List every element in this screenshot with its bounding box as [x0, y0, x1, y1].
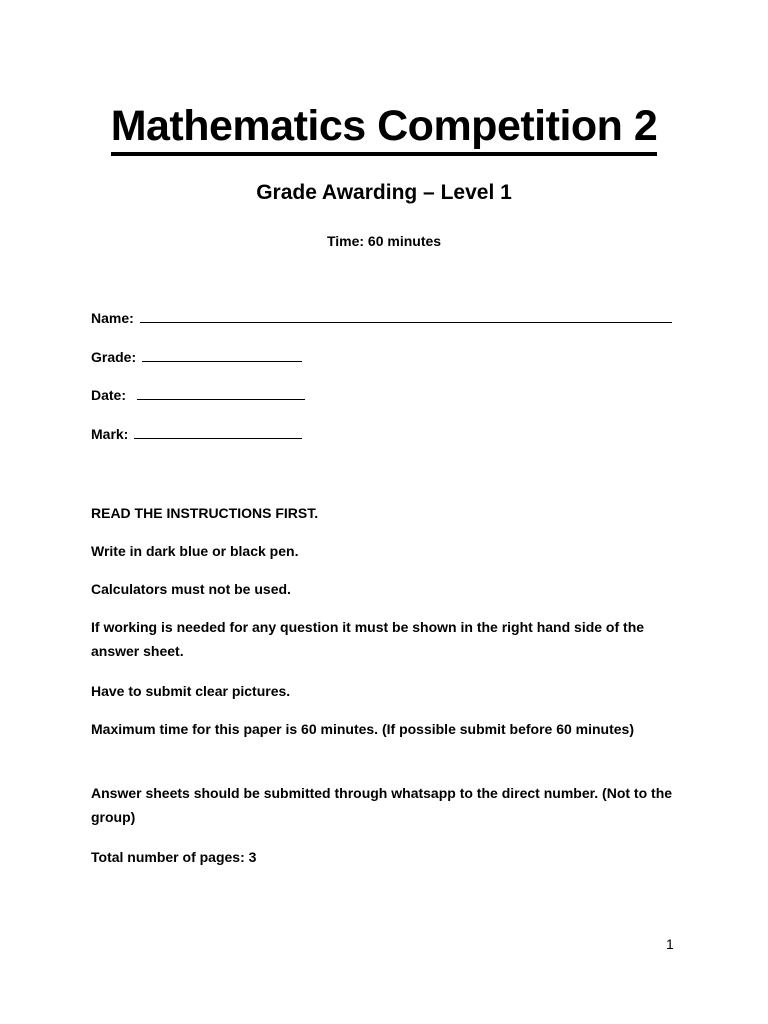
grade-label: Grade: — [91, 349, 137, 365]
date-blank-line — [137, 387, 305, 400]
instruction-item: Have to submit clear pictures. — [91, 683, 291, 699]
instruction-item: Calculators must not be used. — [91, 581, 291, 597]
page-number: 1 — [666, 936, 674, 952]
instruction-item: Total number of pages: 3 — [91, 849, 257, 865]
document-subtitle: Grade Awarding – Level 1 — [256, 181, 512, 204]
name-field — [91, 310, 672, 326]
instruction-item: Write in dark blue or black pen. — [91, 543, 299, 559]
name-blank-line — [140, 310, 672, 323]
title-text: Mathematics Competition 2 — [111, 100, 658, 156]
instruction-item: If working is needed for any question it must be shown in the right hand side of the answer sheet. — [91, 619, 645, 659]
grade-field — [91, 349, 302, 365]
mark-field — [91, 426, 302, 442]
date-field — [91, 387, 305, 403]
instruction-item: Maximum time for this paper is 60 minutes. (If possible submit before 60 minutes) — [91, 721, 635, 737]
time-limit: Time: 60 minutes — [326, 233, 442, 249]
instruction-item: Answer sheets should be submitted through whatsapp to the direct number. (Not to the group) — [91, 785, 673, 825]
document-title — [0, 98, 768, 156]
instructions-heading: READ THE INSTRUCTIONS FIRST. — [91, 505, 319, 521]
mark-blank-line — [134, 426, 302, 439]
mark-label: Mark: — [91, 426, 129, 442]
name-label: Name: — [91, 310, 134, 326]
date-label: Date: — [91, 387, 127, 403]
grade-blank-line — [142, 349, 302, 362]
